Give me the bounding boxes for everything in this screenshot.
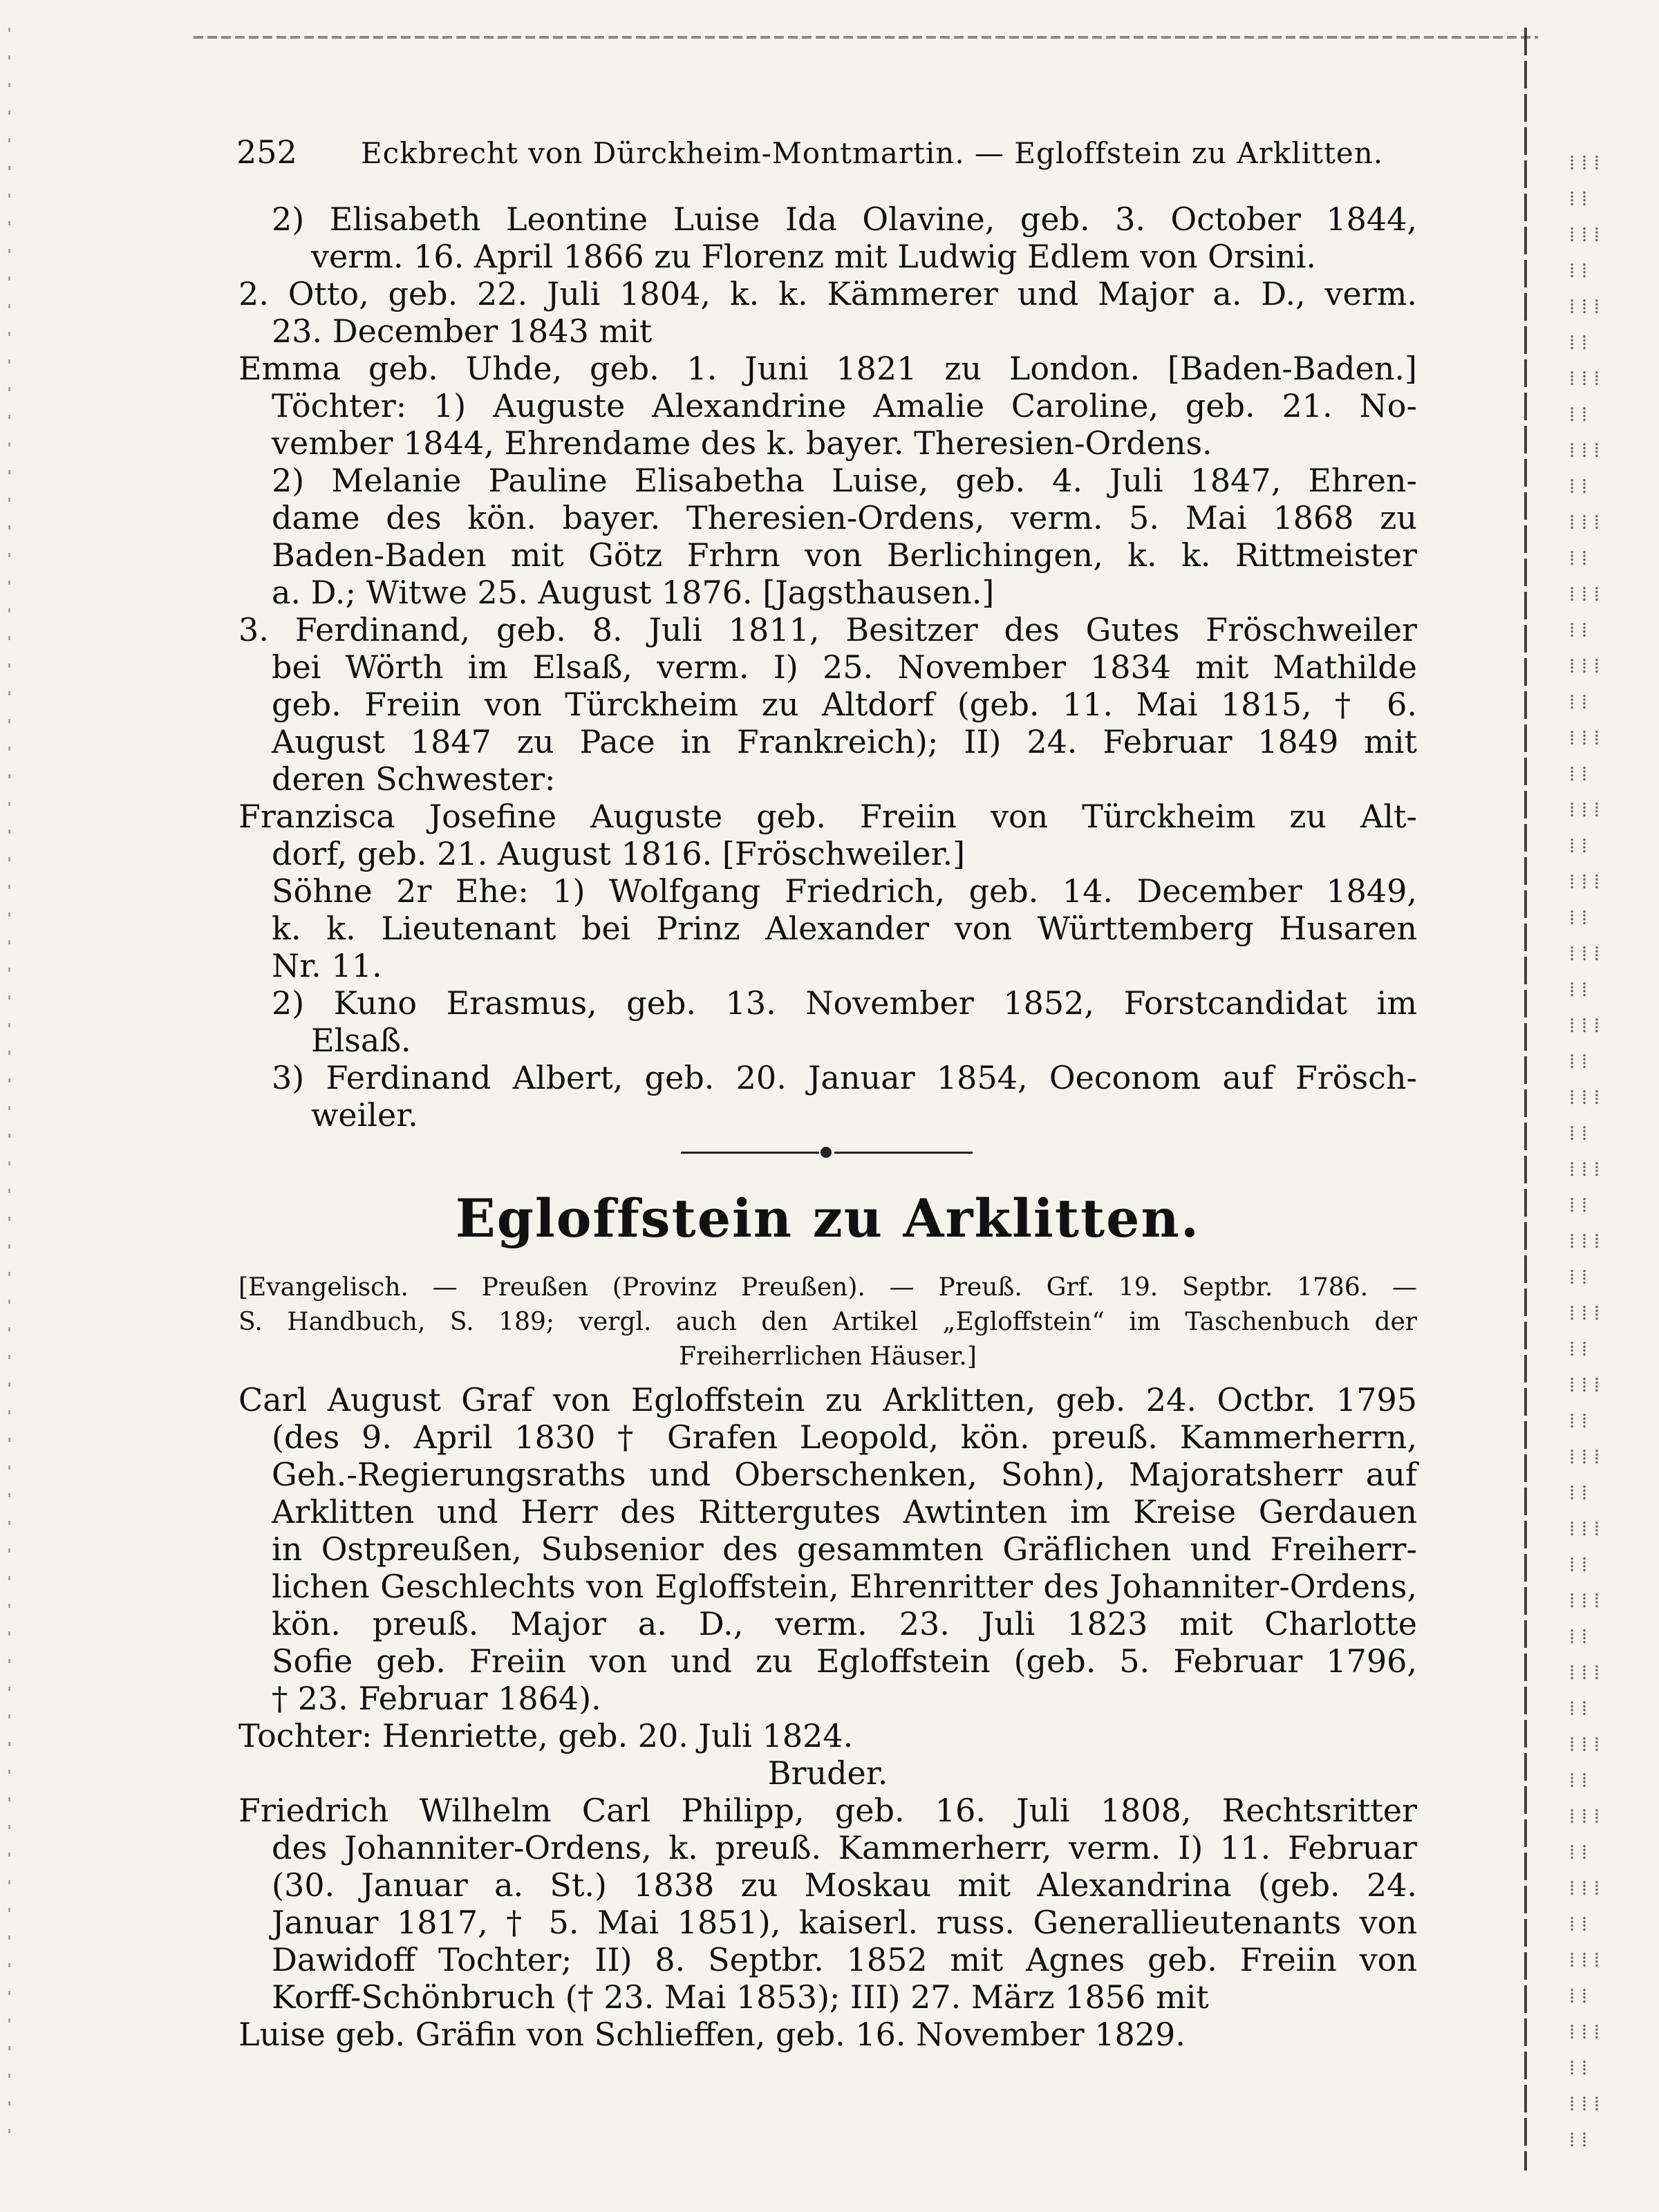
subheading-bruder: Bruder. [767, 1754, 888, 1792]
page-header [236, 133, 1412, 182]
text-line: (30. Januar a. St.) 1838 zu Moskau mit Alexandrina (geb. 24. [272, 1866, 1417, 1904]
section-egloffstein-body [238, 1381, 1417, 2053]
text-line: Franzisca Josefine Auguste geb. Freiin von Türckheim zu Alt- [238, 798, 1417, 835]
page-number: 252 [236, 133, 297, 171]
text-line: vember 1844, Ehrendame des k. bayer. Theresien-Ordens. [272, 424, 1212, 462]
text-line: Tochter: Henriette, geb. 20. Juli 1824. [238, 1717, 854, 1754]
text-line: Januar 1817, † 5. Mai 1851), kaiserl. russ. Generallieutenants von [272, 1904, 1417, 1941]
page-body [238, 200, 1417, 2053]
text-line: August 1847 zu Pace in Frankreich); II) 24. Februar 1849 mit [272, 723, 1417, 760]
text-line: Friedrich Wilhelm Carl Philipp, geb. 16. Juli 1808, Rechtsritter [238, 1792, 1417, 1829]
text-line: lichen Geschlechts von Egloffstein, Ehrenritter des Johanniter-Ordens, [272, 1568, 1417, 1605]
intro-line: S. Handbuch, S. 189; vergl. auch den Artikel „Egloffstein“ im Taschenbuch der [238, 1308, 1417, 1336]
section-intro [238, 1271, 1417, 1374]
text-line: Geh.-Regierungsraths und Oberschenken, Sohn), Majoratsherr auf [272, 1456, 1417, 1493]
text-line: 2) Melanie Pauline Elisabetha Luise, geb. 4. Juli 1847, Ehren- [272, 462, 1417, 499]
text-line: 2. Otto, geb. 22. Juli 1804, k. k. Kämmerer und Major a. D., verm. [238, 275, 1417, 312]
adjacent-page-strip: ⁞ ⁞ ⁞ ⁞ ⁞ ⁞ ⁞ ⁞ ⁞ ⁞ ⁞ ⁞ ⁞ ⁞ ⁞ ⁞ ⁞ ⁞ ⁞ ⁞ ⁞ ⁞ ⁞ ⁞ ⁞ ⁞ ⁞ ⁞ ⁞ ⁞ ⁞ ⁞ ⁞ ⁞ ⁞ ⁞ ⁞ ⁞ ⁞ ⁞ ⁞ ⁞ ⁞ ⁞ ⁞ ⁞ ⁞ ⁞ ⁞ ⁞ ⁞ ⁞ ⁞ ⁞ ⁞ ⁞ ⁞ ⁞ ⁞ ⁞ ⁞ ⁞ ⁞ ⁞ ⁞ ⁞ ⁞ ⁞ ⁞ ⁞ ⁞ ⁞ ⁞ ⁞ ⁞ ⁞ ⁞ ⁞ ⁞ ⁞ ⁞ ⁞ ⁞ ⁞ ⁞ ⁞ ⁞ ⁞ ⁞ ⁞ ⁞ ⁞ ⁞ ⁞ ⁞ ⁞ ⁞ ⁞ ⁞ ⁞ ⁞ ⁞ ⁞ ⁞ ⁞ ⁞ ⁞ ⁞ ⁞ ⁞ ⁞ ⁞ ⁞ ⁞ ⁞ ⁞ ⁞ ⁞ ⁞ ⁞ ⁞ ⁞ ⁞ ⁞ ⁞ ⁞ ⁞ ⁞ ⁞ ⁞ ⁞ ⁞ ⁞ ⁞ ⁞ ⁞ ⁞ ⁞ ⁞ ⁞ [1569, 151, 1600, 2152]
right-scan-edge [1524, 28, 1527, 2171]
intro-line: [Evangelisch. — Preußen (Provinz Preußen). — Preuß. Grf. 19. Septbr. 1786. — [238, 1273, 1417, 1302]
intro-line: Freiherrlichen Häuser.] [679, 1342, 977, 1371]
text-line: 3. Ferdinand, geb. 8. Juli 1811, Besitzer des Gutes Fröschweiler [238, 611, 1417, 648]
text-line: dame des kön. bayer. Theresien-Ordens, verm. 5. Mai 1868 zu [272, 499, 1417, 536]
text-line: Carl August Graf von Egloffstein zu Arklitten, geb. 24. Octbr. 1795 [238, 1381, 1417, 1418]
top-scan-edge [194, 36, 1538, 39]
text-line: dorf, geb. 21. August 1816. [Fröschweiler.] [272, 835, 966, 872]
text-line: Elsaß. [311, 1022, 411, 1059]
section-divider-ornament [238, 1138, 1417, 1168]
text-line: 2) Elisabeth Leontine Luise Ida Olavine, geb. 3. October 1844, [272, 200, 1417, 238]
text-line: (des 9. April 1830 † Grafen Leopold, kön. preuß. Kammerherrn, [272, 1418, 1417, 1456]
text-line: † 23. Februar 1864). [272, 1680, 601, 1717]
text-line: Luise geb. Gräfin von Schlieffen, geb. 16. November 1829. [238, 2016, 1185, 2053]
text-line: Emma geb. Uhde, geb. 1. Juni 1821 zu London. [Baden-Baden.] [238, 350, 1417, 387]
text-line: verm. 16. April 1866 zu Florenz mit Ludwig Edlem von Orsini. [311, 238, 1317, 275]
text-line: 2) Kuno Erasmus, geb. 13. November 1852, Forstcandidat im [272, 984, 1417, 1022]
text-line: des Johanniter-Ordens, k. preuß. Kammerherr, verm. I) 11. Februar [272, 1829, 1417, 1866]
text-line: Töchter: 1) Auguste Alexandrine Amalie Caroline, geb. 21. No- [272, 387, 1417, 424]
text-line: Söhne 2r Ehe: 1) Wolfgang Friedrich, geb. 14. December 1849, [272, 872, 1417, 910]
text-line: k. k. Lieutenant bei Prinz Alexander von Württemberg Husaren [272, 910, 1417, 947]
text-line: 23. December 1843 mit [272, 312, 653, 350]
text-line: geb. Freiin von Türckheim zu Altdorf (geb. 11. Mai 1815, † 6. [272, 686, 1417, 723]
text-line: a. D.; Witwe 25. August 1876. [Jagsthausen.] [272, 574, 995, 611]
section-duerckheim-continuation [238, 200, 1417, 1134]
text-line: Baden-Baden mit Götz Frhrn von Berlichingen, k. k. Rittmeister [272, 536, 1417, 574]
section-title: Egloffstein zu Arklitten. [455, 1188, 1201, 1249]
text-line: bei Wörth im Elsaß, verm. I) 25. November 1834 mit Mathilde [272, 648, 1417, 686]
text-line: deren Schwester: [272, 760, 556, 798]
text-line: in Ostpreußen, Subsenior des gesammten Gräflichen und Freiherr- [272, 1530, 1417, 1568]
text-line: Nr. 11. [272, 947, 382, 984]
text-line: Dawidoff Tochter; II) 8. Septbr. 1852 mit Agnes geb. Freiin von [272, 1941, 1417, 1978]
text-line: Korff-Schönbruch († 23. Mai 1853); III) 27. März 1856 mit [272, 1978, 1209, 2016]
running-header: Eckbrecht von Dürckheim-Montmartin. — Egloffstein zu Arklitten. [361, 136, 1384, 170]
text-line: kön. preuß. Major a. D., verm. 23. Juli 1823 mit Charlotte [272, 1605, 1417, 1642]
text-line: Arklitten und Herr des Rittergutes Awtinten im Kreise Gerdauen [272, 1493, 1417, 1530]
text-line: 3) Ferdinand Albert, geb. 20. Januar 1854, Oeconom auf Frösch- [272, 1059, 1417, 1096]
text-line: Sofie geb. Freiin von und zu Egloffstein (geb. 5. Februar 1796, [272, 1642, 1417, 1680]
text-line: weiler. [311, 1096, 418, 1134]
left-scan-edge [8, 28, 10, 2157]
